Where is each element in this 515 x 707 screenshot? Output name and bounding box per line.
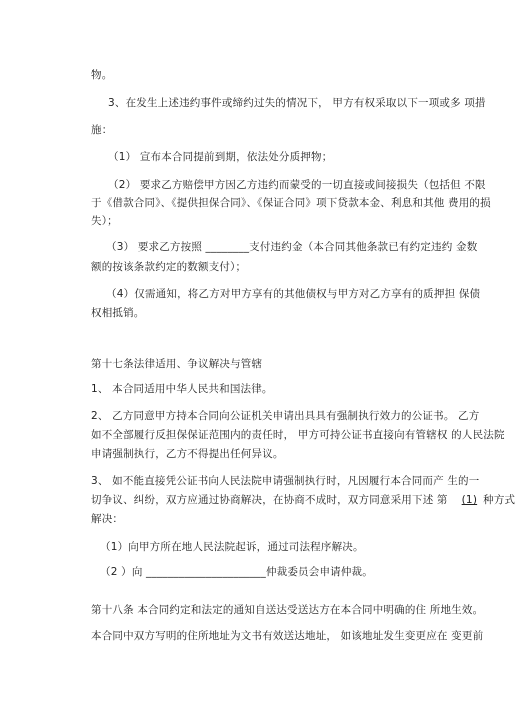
text-line: （1）向甲方所在地人民法院起诉，通过司法程序解决。	[100, 541, 364, 553]
text-line: 3、在发生上述违约事件或缔约过失的情况下， 甲方有权采取以下一项或多 项措	[108, 97, 486, 109]
text-line: （2 ）向 ______________________仲裁委员会申请仲裁。	[100, 566, 373, 578]
selected-option-number: (1)	[461, 494, 478, 506]
text-line: （1） 宣布本合同提前到期，依法处分质押物；	[108, 151, 333, 163]
text-segment: 种方式	[483, 494, 515, 506]
text-line: （4）仅需通知，将乙方对甲方享有的其他债权与甲方对乙方享有的质押担 保债	[106, 288, 481, 300]
text-segment: 切争议、纠纷，双方应通过协商解决，在协商不成时，双方同意采用下述 第	[91, 494, 448, 506]
text-line: 权相抵销。	[91, 307, 145, 319]
section-heading: 第十八条 本合同约定和法定的通知自送达受送达方在本合同中明确的住 所地生效。	[91, 604, 484, 616]
text-line: 施：	[91, 124, 113, 136]
text-line: 1、 本合同适用中华人民共和国法律。	[91, 383, 273, 395]
text-line: 如不全部履行反担保保证范围内的责任时， 甲方可持公证书直接向有管辖权 的人民法院	[91, 429, 505, 441]
text-line: 失）；	[91, 215, 118, 227]
text-line	[91, 494, 515, 507]
text-line: 2、 乙方同意甲方持本合同向公证机关申请出具具有强制执行效力的公证书。 乙方	[91, 410, 480, 422]
text-line: （3） 要求乙方按照 ________支付违约金（本合同其他条款已有约定违约 金数	[106, 241, 478, 253]
text-line: 额的按该条款约定的数额支付）；	[91, 261, 247, 273]
text-line: 解决：	[91, 513, 124, 525]
text-line: （2） 要求乙方赔偿甲方因乙方违约而蒙受的一切直接或间接损失（包括但 不限	[108, 179, 486, 191]
text-line: 申请强制执行，乙方不得提出任何异议。	[91, 448, 284, 460]
text-line: 物。	[91, 69, 113, 81]
text-line: 本合同中双方写明的住所地址为文书有效送达地址， 如该地址发生变更应在 变更前	[91, 630, 484, 642]
text-line: 3、 如不能直接凭公证书向人民法院申请强制执行时，凡因履行本合同而产 生的一	[91, 475, 480, 487]
section-heading: 第十七条法律适用、争议解决与管辖	[91, 358, 263, 370]
text-line: 于《借款合同》、《提供担保合同》、《保证合同》项下贷款本金、利息和其他 费用的损	[91, 197, 491, 209]
